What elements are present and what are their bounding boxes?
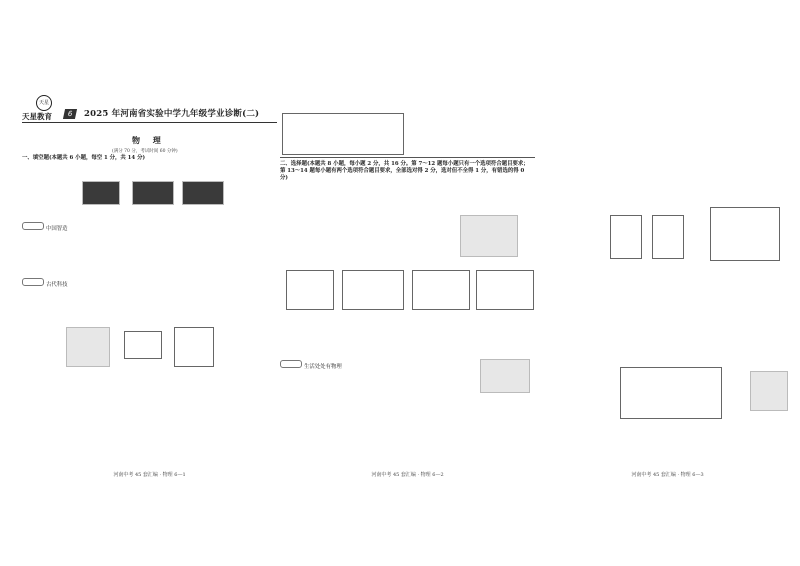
page-title: 2025 年河南省实验中学九年级学业诊断(二) [84,109,260,119]
page-1 [22,95,277,478]
figure-illustration [610,215,642,259]
subject-heading: 物 理 [132,135,166,145]
graph-figure [174,327,214,367]
answer-box [282,113,404,155]
page-footer: 河南中考 45 套汇编 · 物理 6—1 [113,472,186,478]
title-rule [22,122,277,123]
figure-illustration [476,270,534,310]
brand-logo: 天星 [36,95,52,111]
exam-note: (满分 70 分，考试时间 60 分钟) [112,149,178,154]
figure-photo [480,359,530,393]
figure-photo [750,371,788,411]
figure-illustration [412,270,470,310]
page-3 [540,95,795,478]
figure-illustration [286,270,334,310]
page-2 [280,95,535,478]
section-1 [22,155,277,162]
question-tag: 中国智造 [46,226,68,232]
figure-photo [182,181,224,205]
circuit-diagram [124,331,162,359]
figure-photo [82,181,120,205]
question-2 [22,215,277,234]
figure-illustration [652,215,684,259]
divider [280,157,535,158]
question-tag: 古代科技 [46,282,68,288]
figure-illustration [66,327,110,367]
question-4 [22,271,277,290]
figure-illustration [342,270,404,310]
tag-pill [22,222,44,230]
figure-photo [460,215,518,257]
tag-pill [280,360,302,368]
figure-photo [132,181,174,205]
page-footer: 河南中考 45 套汇编 · 物理 6—2 [371,472,444,478]
section-heading: 二、选择题(本题共 8 小题，每小题 2 分，共 16 分。第 7～12 题每小题只有一个选项符合题目要求；第 13～14 题每小题有两个选项符合题目要求，全部选对得 2 分，选对但不全得 1 分，有错选的得 0 分) [280,161,529,181]
tag-pill [22,278,44,286]
circuit-diagram [710,207,780,261]
section-heading: 一、填空题(本题共 6 小题，每空 1 分，共 14 分) [22,155,146,161]
exam-number-tag: 6 [63,109,77,119]
brand-name: 天星教育 [22,112,52,121]
section-2 [280,161,535,182]
page-footer: 河南中考 45 套汇编 · 物理 6—3 [631,472,704,478]
question-tag: 生活处处有物理 [304,364,342,370]
figure-illustration [620,367,722,419]
